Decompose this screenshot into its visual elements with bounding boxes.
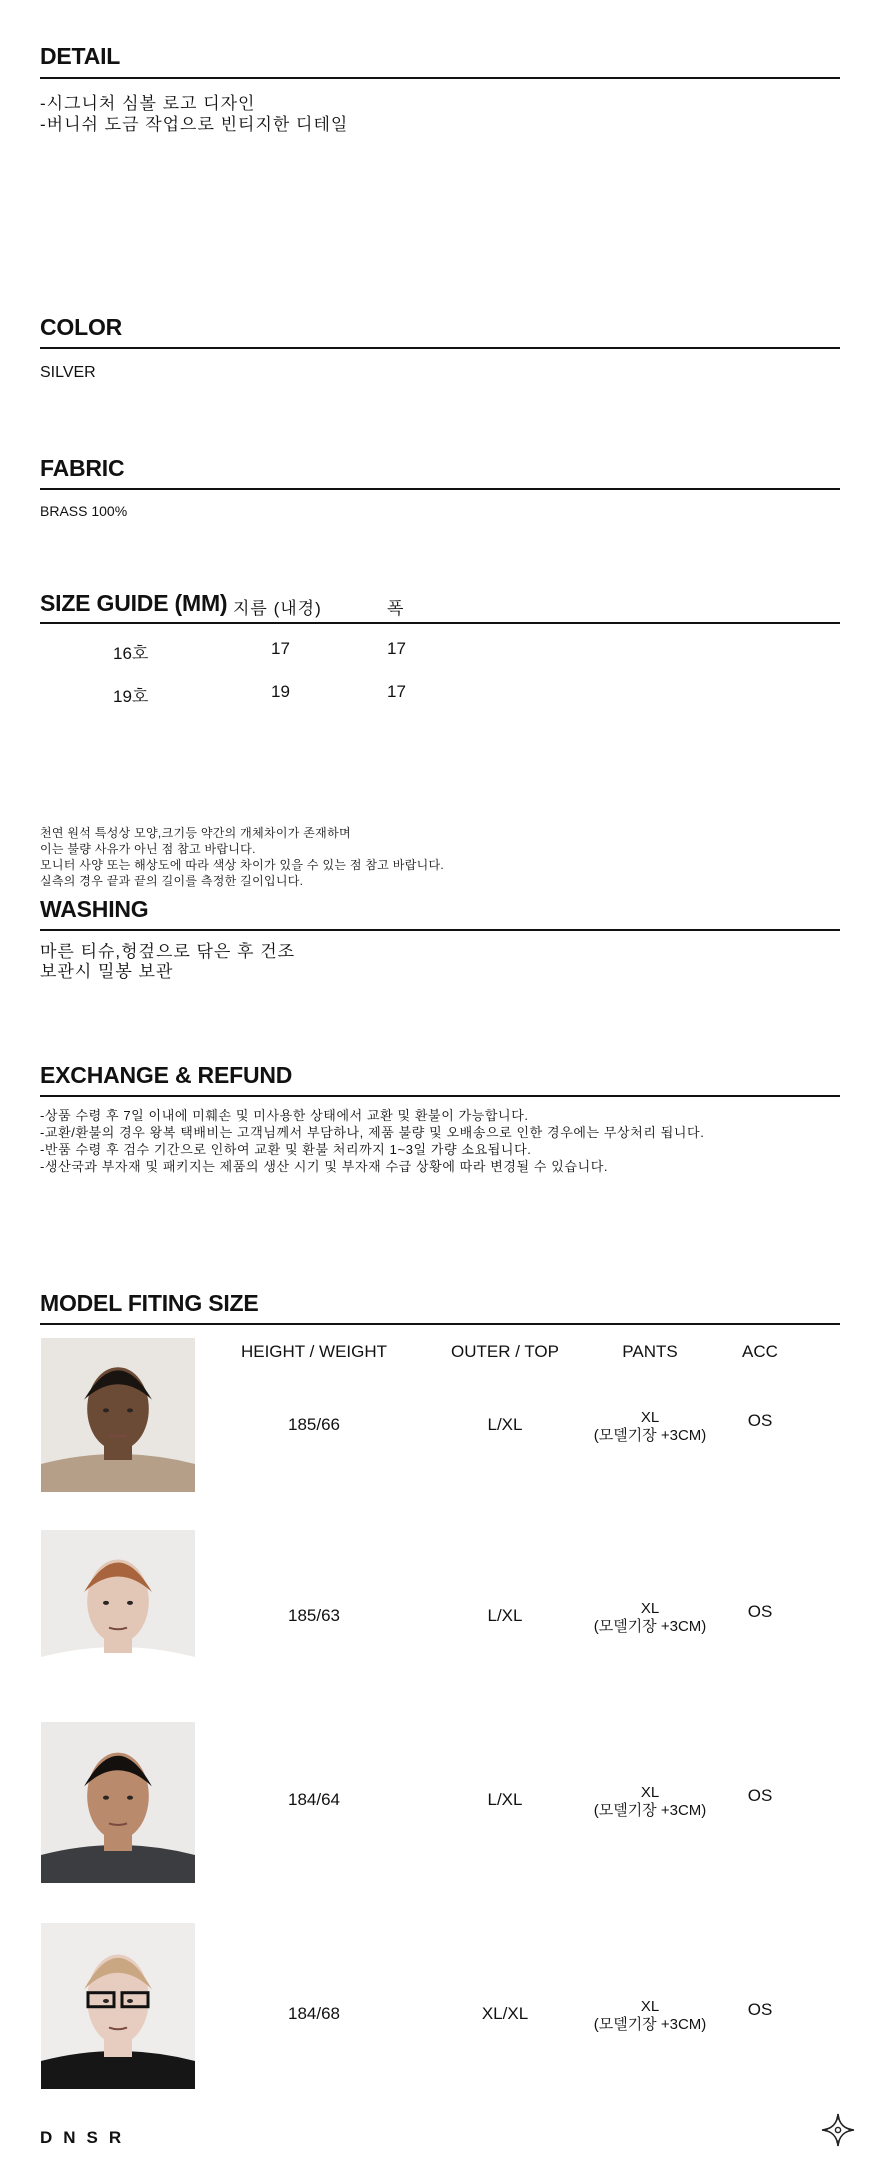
model-acc: OS — [747, 1602, 773, 1621]
model-pants-size: XL — [640, 1998, 660, 2015]
model-photo — [41, 1338, 195, 1492]
model-pants-note: (모델기장 +3CM) — [593, 1802, 707, 1819]
model-height-weight: 185/66 — [288, 1415, 340, 1434]
color-value: SILVER — [40, 364, 96, 381]
color-heading: COLOR — [40, 314, 123, 340]
model-height-weight: 184/64 — [288, 1790, 340, 1809]
model-fitting-heading: MODEL FITING SIZE — [40, 1290, 259, 1316]
model-photo — [41, 1722, 195, 1883]
exchange-heading: EXCHANGE & REFUND — [40, 1062, 293, 1088]
col-outer-top: OUTER / TOP — [450, 1342, 559, 1361]
exchange-line-3: -반품 수령 후 검수 기간으로 인하여 교환 및 환불 처리까지 1~3일 가량 소요됩니다. — [40, 1142, 532, 1157]
size-note-1: 천연 원석 특성상 모양,크기등 약간의 개체차이가 존재하며 — [40, 826, 351, 840]
col-pants: PANTS — [622, 1342, 678, 1361]
model-pants-note: (모델기장 +3CM) — [593, 2016, 707, 2033]
size-guide-divider — [40, 622, 840, 624]
fabric-heading: FABRIC — [40, 455, 125, 481]
color-divider — [40, 347, 840, 349]
exchange-line-2: -교환/환불의 경우 왕복 택배비는 고객님께서 부담하나, 제품 불량 및 오배송으로 인한 경우에는 무상처리 됩니다. — [40, 1125, 705, 1140]
detail-heading: DETAIL — [40, 43, 121, 69]
model-photo — [41, 1923, 195, 2089]
model-outer-top: XL/XL — [481, 2004, 529, 2023]
washing-divider — [40, 929, 840, 931]
model-pants-size: XL — [640, 1600, 660, 1617]
model-acc: OS — [747, 2000, 773, 2019]
size-note-3: 모니터 사양 또는 해상도에 따라 색상 차이가 있을 수 있는 점 참고 바랍니다. — [40, 858, 445, 872]
col-acc: ACC — [742, 1342, 778, 1361]
model-pants-note: (모델기장 +3CM) — [593, 1427, 707, 1444]
fabric-divider — [40, 488, 840, 490]
size-guide-col-diameter: 지름 (내경) — [233, 599, 322, 618]
fabric-value: BRASS 100% — [40, 503, 128, 519]
model-photo — [41, 1530, 195, 1685]
four-point-star-icon — [820, 2112, 856, 2148]
size-row-1-diameter: 17 — [271, 639, 290, 658]
brand-logo: DNSR — [40, 2128, 133, 2147]
col-height-weight: HEIGHT / WEIGHT — [240, 1342, 388, 1361]
washing-heading: WASHING — [40, 896, 149, 922]
size-row-1-width: 17 — [387, 639, 406, 658]
size-note-2: 이는 불량 사유가 아닌 점 참고 바랍니다. — [40, 842, 256, 856]
size-guide-col-width: 폭 — [387, 599, 404, 618]
detail-line-2: -버니쉬 도금 작업으로 빈티지한 디테일 — [40, 115, 349, 134]
model-outer-top: L/XL — [487, 1415, 523, 1434]
model-outer-top: L/XL — [487, 1606, 523, 1625]
size-row-2-diameter: 19 — [271, 682, 290, 701]
exchange-line-4: -생산국과 부자재 및 패키지는 제품의 생산 시기 및 부자재 수급 상황에 따라 변경될 수 있습니다. — [40, 1159, 609, 1174]
detail-divider — [40, 77, 840, 79]
model-height-weight: 185/63 — [288, 1606, 340, 1625]
model-pants-size: XL — [640, 1784, 660, 1801]
model-outer-top: L/XL — [487, 1790, 523, 1809]
exchange-divider — [40, 1095, 840, 1097]
washing-line-2: 보관시 밀봉 보관 — [40, 962, 174, 981]
size-guide-heading: SIZE GUIDE (MM) — [40, 590, 228, 616]
model-pants-note: (모델기장 +3CM) — [593, 1618, 707, 1635]
model-acc: OS — [747, 1786, 773, 1805]
model-height-weight: 184/68 — [288, 2004, 340, 2023]
size-row-2-width: 17 — [387, 682, 406, 701]
size-row-2-size: 19호 — [113, 687, 149, 706]
model-pants-size: XL — [640, 1409, 660, 1426]
size-note-4: 실측의 경우 끝과 끝의 길이를 측정한 길이입니다. — [40, 874, 304, 888]
model-fitting-divider — [40, 1323, 840, 1325]
detail-line-1: -시그니처 심볼 로고 디자인 — [40, 94, 256, 113]
exchange-line-1: -상품 수령 후 7일 이내에 미훼손 및 미사용한 상태에서 교환 및 환불이 가능합니다. — [40, 1108, 529, 1123]
model-acc: OS — [747, 1411, 773, 1430]
washing-line-1: 마른 티슈,헝겊으로 닦은 후 건조 — [40, 942, 296, 961]
size-row-1-size: 16호 — [113, 644, 149, 663]
